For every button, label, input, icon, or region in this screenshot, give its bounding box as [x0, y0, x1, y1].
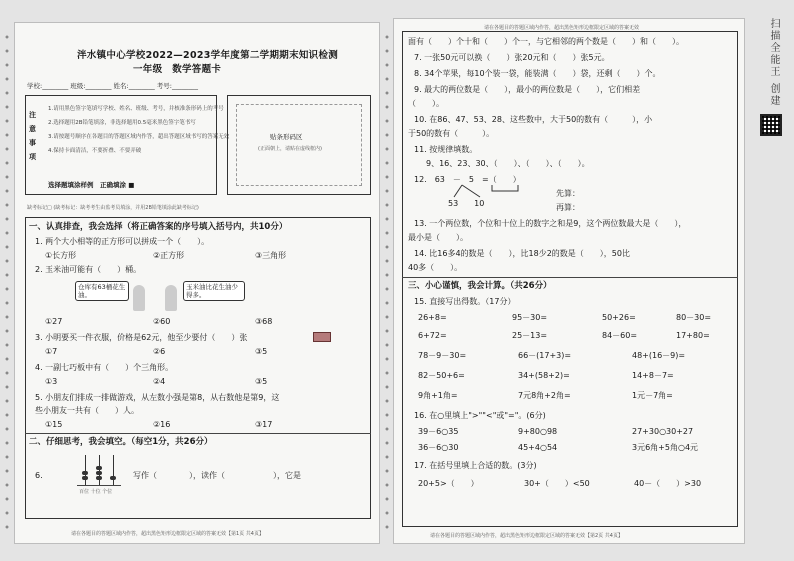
question-5-cont: 些小朋友一共有（ ）人。 — [35, 406, 139, 415]
q12-split-numbers: 53 10 — [448, 199, 485, 208]
question-2: 2. 玉米油可能有（ ）桶。 — [35, 265, 142, 274]
section-1-title: 一、认真排查，我会选择（将正确答案的序号填入括号内，共10分） — [29, 222, 288, 232]
answer-sheet-page-1 — [14, 22, 380, 544]
q1-option-a: ①长方形 — [45, 251, 77, 260]
abacus-bead — [96, 471, 102, 475]
section-2-title: 二、仔细思考，我会填空。（每空1分，共26分） — [29, 437, 213, 447]
barcode-label: 贴条形码区 — [270, 133, 303, 141]
section-3-title: 三、小心谨慎，我会计算。（共26分） — [408, 281, 552, 291]
fill-item: 30+（ ）<50 — [524, 479, 590, 488]
calc-item: 26+8= — [418, 313, 447, 322]
child-figure-b — [165, 285, 177, 311]
q2-option-c: ③68 — [255, 317, 273, 326]
binding-holes-left — [4, 30, 10, 531]
abacus-rod — [99, 455, 100, 485]
q4-option-b: ②4 — [153, 377, 166, 386]
student-info-line: 学校:________ 班级:________ 姓名:________ 考号:________ — [27, 82, 198, 90]
q6-continued: 面有（ ）个十和（ ）个一，与它相邻的两个数是（ ）和（ ）。 — [408, 37, 684, 46]
abacus-bead — [96, 466, 102, 470]
question-14-cont: 40多（ ）。 — [408, 263, 463, 272]
compare-item: 9+80○98 — [518, 427, 558, 436]
q3-option-a: ①7 — [45, 347, 58, 356]
question-6-text: 写作（ ），读作（ ），它是 — [133, 471, 301, 480]
question-12: 12. 63 － 5 =（ ） — [414, 175, 521, 184]
question-9: 9. 最大的两位数是（ ），最小的两位数是（ ），它们相差 — [414, 85, 641, 94]
calc-item: 78－9－30= — [418, 351, 467, 360]
calc-item: 34+(58+2)= — [518, 371, 570, 380]
q5-option-b: ②16 — [153, 420, 171, 429]
question-13-cont: 最小是（ ）。 — [408, 233, 468, 242]
absent-mark: 缺考标记□ (缺考标记：缺考考生由监考员填涂，并用2B铅笔填涂此缺考标记) — [27, 205, 199, 211]
question-9-cont: （ ）。 — [408, 99, 444, 108]
q5-option-c: ③17 — [255, 420, 273, 429]
question-17: 17. 在括号里填上合适的数。(3分) — [414, 461, 537, 470]
abacus-bead — [82, 471, 88, 475]
calc-item: 14+8－7= — [632, 371, 674, 380]
calc-item: 95－30= — [512, 313, 548, 322]
calc-item: 48+(16－9)= — [632, 351, 686, 360]
compare-item: 39－6○35 — [418, 427, 459, 436]
question-1: 1. 两个大小相等的正方形可以拼成一个（ ）。 — [35, 237, 210, 246]
speech-bubble-peanut-oil: 仓库有63桶花生油。 — [75, 281, 129, 301]
abacus-rod — [113, 455, 114, 485]
question-5: 5. 小朋友们排成一排做游戏，从左数小强是第8，从右数他是第9，这 — [35, 393, 280, 402]
notice-item: 3.请按题号顺序在各题目的答题区域内作答，超出答题区域书写的答案无效 — [48, 134, 230, 140]
abacus-bead — [96, 476, 102, 480]
q1-option-b: ②正方形 — [153, 251, 185, 260]
q4-option-a: ①3 — [45, 377, 58, 386]
binding-holes-middle — [384, 30, 390, 531]
scanner-watermark: 扫描全能王 创建 — [768, 18, 779, 108]
q3-option-b: ②6 — [153, 347, 166, 356]
question-11-sequence: 9、16、23、30、（ ）、（ ）、（ ）。 — [426, 159, 590, 168]
page-2-header-note: 请在各题目的答题区域内作答，超出黑色矩形边框限定区域的答案无效 — [484, 25, 640, 31]
notice-item: 2.选择题用2B铅笔填涂，非选择题用0.5毫米黑色签字笔书写 — [48, 120, 196, 126]
compare-item: 27+30○30+27 — [632, 427, 694, 436]
question-6-number: 6. — [35, 471, 43, 480]
question-4: 4. 一副七巧板中有（ ）个三角形。 — [35, 363, 174, 372]
calc-item: 66－(17+3)= — [518, 351, 572, 360]
section-divider — [25, 433, 371, 434]
barcode-hint: (正面朝上，请贴在虚线框内) — [258, 146, 322, 152]
calc-item: 84－60= — [602, 331, 638, 340]
calc-item: 50+26= — [602, 313, 636, 322]
q2-option-a: ①27 — [45, 317, 63, 326]
page-2-footer: 请在各题目的答题区域内作答，超出黑色矩形边框限定区域的答案无效【第2页 共4页】 — [430, 533, 623, 539]
q2-option-b: ②60 — [153, 317, 171, 326]
notice-label: 注意事项 — [29, 111, 36, 161]
calc-item: 9角+1角= — [418, 391, 458, 400]
compare-item: 36－6○30 — [418, 443, 459, 452]
banknote-icon — [313, 332, 331, 342]
calc-item: 82－50+6= — [418, 371, 465, 380]
question-13: 13. 一个两位数，个位和十位上的数字之和是9，这个两位数最大是（ ）， — [414, 219, 687, 228]
q5-option-a: ①15 — [45, 420, 63, 429]
notice-item: 1.请用黑色签字笔填写学校、姓名、班级、考号，并核准条形码上的考号 — [48, 106, 224, 112]
q12-second-step: 再算： — [556, 203, 580, 212]
answer-sheet-page-2 — [393, 18, 745, 544]
question-10-cont: 于50的数有（ ）。 — [408, 129, 495, 138]
page-1-footer: 请在各题目的答题区域内作答，超出黑色矩形边框限定区域的答案无效【第1页 共4页】 — [71, 531, 264, 537]
calc-item: 17+80= — [676, 331, 710, 340]
calc-item: 6+72= — [418, 331, 447, 340]
calc-item: 25－13= — [512, 331, 548, 340]
abacus-rod — [85, 455, 86, 485]
compare-item: 45+4○54 — [518, 443, 558, 452]
calc-item: 80－30= — [676, 313, 712, 322]
fill-item: 40－（ ）>30 — [634, 479, 702, 488]
question-11: 11. 按规律填数。 — [414, 145, 478, 154]
q4-option-c: ③5 — [255, 377, 268, 386]
calc-item: 1元－7角= — [632, 391, 673, 400]
question-7: 7. 一张50元可以换（ ）张20元和（ ）张5元。 — [414, 53, 610, 62]
exam-title: 泮水镇中心学校2022—2023学年度第二学期期末知识检测 — [77, 50, 339, 61]
notice-box — [25, 95, 230, 195]
barcode-area — [227, 95, 371, 195]
notice-item: 4.保持卡面清洁，不要折叠、不要弄破 — [48, 148, 142, 154]
exam-subtitle: 一年级 数学答题卡 — [133, 64, 222, 75]
abacus-base — [77, 485, 121, 486]
fill-item: 20+5>（ ） — [418, 479, 479, 488]
abacus-bead — [110, 476, 116, 480]
abacus-figure — [77, 451, 123, 495]
question-15: 15. 直接写出得数。（17分） — [414, 297, 516, 306]
calc-item: 7元8角+2角= — [518, 391, 571, 400]
speech-bubble-corn-oil: 玉米油比花生油少得多。 — [183, 281, 245, 301]
q1-option-c: ③三角形 — [255, 251, 287, 260]
question-8: 8. 34个苹果，每10个装一袋，能装满（ ）袋，还剩（ ）个。 — [414, 69, 661, 78]
compare-item: 3元6角+5角○4元 — [632, 443, 699, 452]
abacus-place-labels: 百位 十位 个位 — [79, 489, 113, 495]
qr-code-icon — [760, 114, 782, 136]
child-figure-a — [133, 285, 145, 311]
abacus-bead — [82, 476, 88, 480]
question-10: 10. 在86、47、53、28、这些数中，大于50的数有（ ），小 — [414, 115, 653, 124]
question-16: 16. 在○里填上">""<"或"="。(6分) — [414, 411, 546, 420]
question-3: 3. 小明要买一件衣服，价格是62元，他至少要付（ ）张 — [35, 333, 248, 342]
q3-option-c: ③5 — [255, 347, 268, 356]
fill-example: 选择题填涂样例 正确填涂 ■ — [48, 181, 135, 189]
q12-first-step: 先算： — [556, 189, 580, 198]
question-14: 14. 比16多4的数是（ ），比18少2的数是（ ），50比 — [414, 249, 630, 258]
section-divider — [402, 277, 738, 278]
